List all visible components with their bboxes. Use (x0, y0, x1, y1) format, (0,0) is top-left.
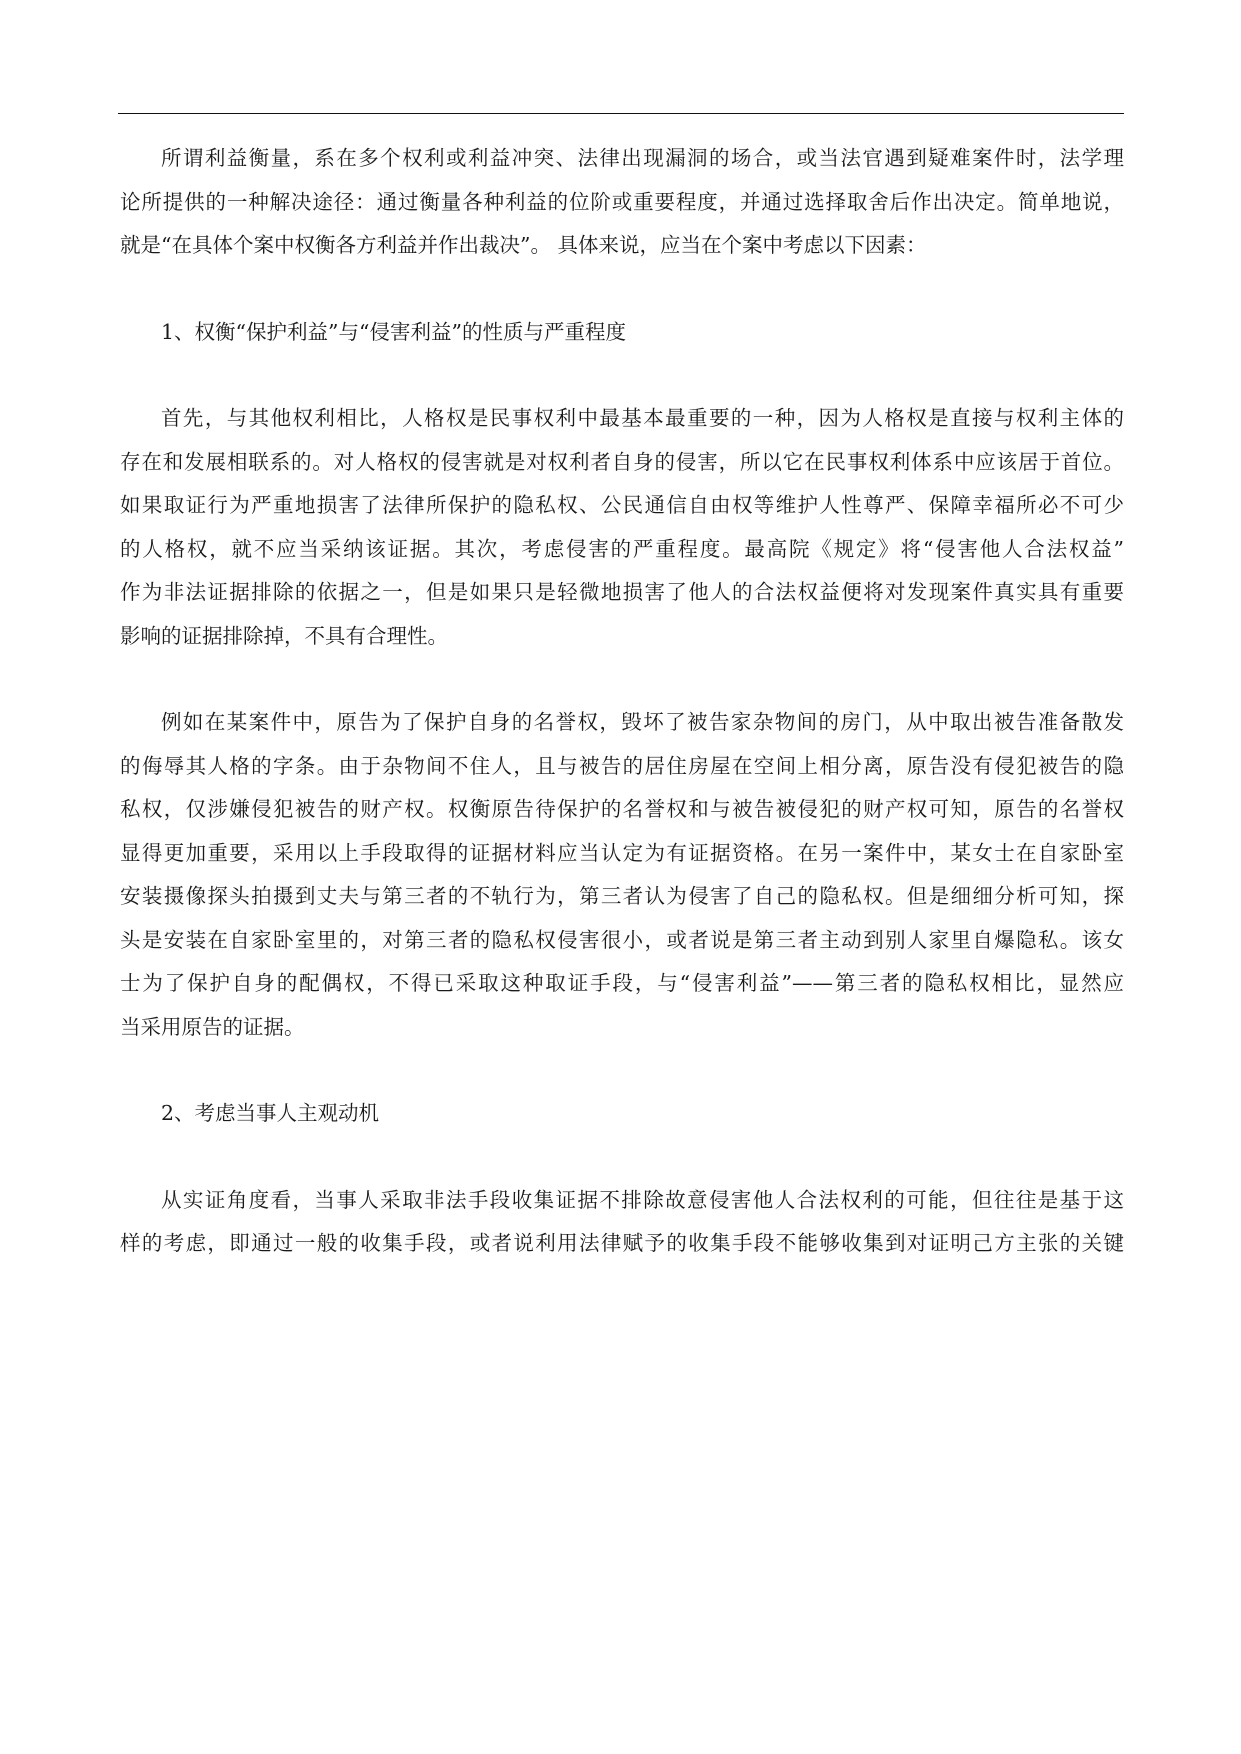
paragraph-gap (120, 1052, 1124, 1095)
paragraph-gap (120, 661, 1124, 704)
paragraph (120, 1182, 1124, 1263)
text-line: 就是“在具体个案中权衡各方利益并作出裁决”。 具体来说，应当在个案中考虑以下因素： (120, 233, 927, 257)
text-line: 影响的证据排除掉，不具有合理性。 (120, 623, 448, 648)
text-line: 从实证角度看，当事人采取非法手段收集证据不排除故意侵害他人合法权利的可能，但往往是基于这 (161, 1187, 1124, 1212)
paragraph-gap (120, 357, 1124, 400)
text-line: 如果取证行为严重地损害了法律所保护的隐私权、公民通信自由权等维护人性尊严、保障幸福所必不可少 (120, 493, 1124, 517)
heading-text: 1、权衡“保护利益”与“侵害利益”的性质与严重程度 (161, 319, 626, 344)
text-line: 所谓利益衡量，系在多个权利或利益冲突、法律出现漏洞的场合，或当法官遇到疑难案件时，法学理 (161, 146, 1124, 170)
paragraph-gap (120, 271, 1124, 314)
section-heading (120, 1095, 1124, 1133)
text-line: 作为非法证据排除的依据之一，但是如果只是轻微地损害了他人的合法权益便将对发现案件真实具有重要 (120, 580, 1124, 604)
text-line: 私权，仅涉嫌侵犯被告的财产权。权衡原告待保护的名誉权和与被告被侵犯的财产权可知，原告的名誉权 (120, 797, 1124, 821)
text-line: 士为了保护自身的配偶权，不得已采取这种取证手段，与“侵害利益”——第三者的隐私权相比，显然应 (120, 971, 1124, 995)
text-line: 的人格权，就不应当采纳该证据。其次，考虑侵害的严重程度。最高院《规定》将“侵害他人合法权益” (120, 536, 1124, 561)
text-line: 论所提供的一种解决途径：通过衡量各种利益的位阶或重要程度，并通过选择取舍后作出决定。简单地说， (120, 189, 1124, 214)
text-line: 头是安装在自家卧室里的，对第三者的隐私权侵害很小，或者说是第三者主动到别人家里自爆隐私。该女 (120, 927, 1124, 952)
text-line: 的侮辱其人格的字条。由于杂物间不住人，且与被告的居住房屋在空间上相分离，原告没有侵犯被告的隐 (120, 753, 1124, 778)
text-line: 当采用原告的证据。 (120, 1014, 305, 1039)
paragraph (120, 704, 1124, 1046)
paragraph (120, 140, 1124, 265)
text-line: 例如在某案件中，原告为了保护自身的名誉权，毁坏了被告家杂物间的房门，从中取出被告准备散发 (161, 710, 1124, 734)
header-rule (118, 113, 1124, 114)
text-line: 存在和发展相联系的。对人格权的侵害就是对权利者自身的侵害，所以它在民事权利体系中应该居于首位。 (120, 449, 1124, 474)
text-line: 样的考虑，即通过一般的收集手段，或者说利用法律赋予的收集手段不能够收集到对证明己方主张的关键 (120, 1231, 1124, 1255)
document-body (120, 140, 1124, 1269)
text-line: 首先，与其他权利相比，人格权是民事权利中最基本最重要的一种，因为人格权是直接与权利主体的 (161, 406, 1124, 430)
paragraph-gap (120, 1139, 1124, 1182)
paragraph (120, 400, 1124, 655)
text-line: 安装摄像探头拍摄到丈夫与第三者的不轨行为，第三者认为侵害了自己的隐私权。但是细细分析可知，探 (120, 884, 1124, 908)
heading-text: 2、考虑当事人主观动机 (161, 1101, 380, 1125)
section-heading (120, 314, 1124, 352)
text-line: 显得更加重要，采用以上手段取得的证据材料应当认定为有证据资格。在另一案件中，某女士在自家卧室 (120, 840, 1124, 865)
